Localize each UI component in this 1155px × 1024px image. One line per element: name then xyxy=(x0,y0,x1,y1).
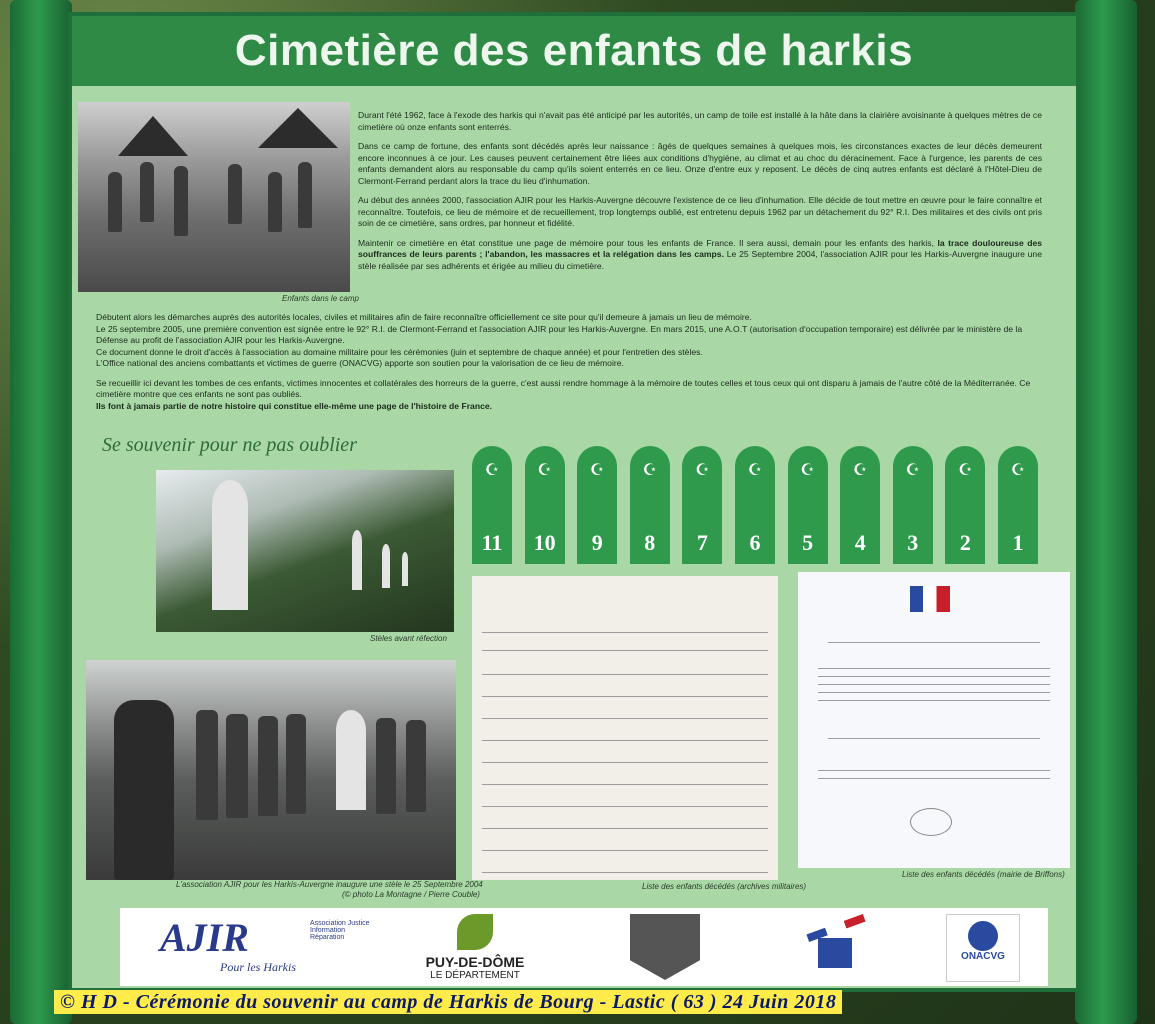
ajir-logo xyxy=(160,914,370,980)
memorial-panel xyxy=(68,12,1080,992)
attendee-figure xyxy=(258,716,278,816)
ajir-subtitle: Association Justice Information Réparation xyxy=(310,920,370,941)
tomb-number: 10 xyxy=(533,530,556,555)
doc-right-caption: Liste des enfants décédés (mairie de Briffons) xyxy=(902,870,1065,879)
line: Le 25 septembre 2005, une première convention est signée entre le 92° R.I. de Clermont-Ferrand et l'association AJIR pour les Harkis-Auvergne. En mars 2015, une A.O.T (autorisation d'occupation temporaire) est délivrée par le ministère de la Défense au profit de l'association AJIR pour les Harkis-Auvergne. xyxy=(96,323,1023,345)
onacvg-name: ONACVG xyxy=(961,951,1005,962)
camp-children-photo xyxy=(78,102,350,292)
tomb-3 xyxy=(893,446,933,564)
crescent-star-icon: ☪ xyxy=(1010,462,1026,479)
crescent-star-icon: ☪ xyxy=(905,462,920,479)
stele-shape xyxy=(336,710,366,810)
crescent-star-icon: ☪ xyxy=(695,462,710,479)
crescent-star-icon: ☪ xyxy=(747,462,763,479)
paragraph-end: Le 25 Septembre 2004, l'association AJIR pour les Harkis-Auvergne inaugure une stèle réalisée par ses adhérents et érigée au milieu du cimetière. xyxy=(358,249,1042,271)
table-line xyxy=(482,650,768,651)
text-line xyxy=(818,778,1050,779)
child-figure xyxy=(174,166,188,236)
child-figure xyxy=(298,162,312,228)
photo-credit-banner: © H D - Cérémonie du souvenir au camp de Harkis de Bourg - Lastic ( 63 ) 24 Juin 2018 xyxy=(54,990,842,1014)
crescent-star-icon: ☪ xyxy=(537,462,552,479)
text-line xyxy=(818,770,1050,771)
paragraph: Au début des années 2000, l'association AJIR pour les Harkis-Auvergne découvre l'existence de ce lieu d'inhumation. Elle décide de tout mettre en œuvre pour le faire connaître et reconnaître. Toutefois, ce lieu de mémoire et de recueillement, trop longtemps oublié, est entretenu depuis 1962 par un détachement du 92° R.I. Des militaires et des civils ont pris soin de ce cimetière, sans ordres, par honneur et fidélité. xyxy=(358,195,1042,228)
paragraph xyxy=(358,238,1042,273)
shield-icon xyxy=(818,938,852,968)
puy-name: PUY-DE-DÔME xyxy=(425,954,525,970)
panel-title: Cimetière des enfants de harkis xyxy=(234,26,914,75)
attendee-figure xyxy=(406,720,426,812)
stamp-icon xyxy=(910,808,952,836)
regiment-logo xyxy=(800,914,870,980)
text-line xyxy=(818,700,1050,701)
text-line xyxy=(818,676,1050,677)
paragraph-start: Maintenir ce cimetière en état constitue une page de mémoire pour tous les enfants de France. Il sera aussi, demain pour les enfants des harkis, xyxy=(358,237,934,248)
military-crest-icon xyxy=(630,914,700,980)
tent-shape xyxy=(118,116,188,156)
text-line xyxy=(828,642,1040,643)
attendee-figure xyxy=(286,714,306,814)
tomb-6 xyxy=(735,446,775,564)
table-line xyxy=(482,784,768,785)
speaker-figure xyxy=(114,700,174,880)
table-line xyxy=(482,740,768,741)
line: L'Office national des anciens combattants et victimes de guerre (ONACVG) apporte son soutien pour la valorisation de ce lieu de mémoire. xyxy=(96,358,624,368)
tomb-number: 7 xyxy=(696,530,708,555)
slogan: Se souvenir pour ne pas oublier xyxy=(102,434,357,456)
stele-shape xyxy=(212,480,248,610)
partner-logos xyxy=(120,908,1048,986)
text-line xyxy=(828,738,1040,739)
ceremony-credit: (© photo La Montagne / Pierre Couble) xyxy=(342,890,480,899)
doc-left-caption: Liste des enfants décédés (archives militaires) xyxy=(642,882,807,891)
tomb-number: 11 xyxy=(481,530,503,555)
crescent-star-icon: ☪ xyxy=(853,462,868,479)
crescent-star-icon: ☪ xyxy=(590,462,605,479)
bold-line: la trace douloureuse des souffrances de leurs parents ; l'abandon, les massacres et la relégation dans les camps. xyxy=(358,237,1043,259)
tomb-5 xyxy=(788,446,828,564)
onacvg-logo xyxy=(946,914,1020,982)
tomb-number: 1 xyxy=(1012,530,1024,555)
ceremony-photo xyxy=(86,660,456,880)
tomb-number: 9 xyxy=(591,530,603,555)
stele-shape xyxy=(352,530,362,590)
stele-photo xyxy=(156,470,454,632)
tomb-4 xyxy=(840,446,880,564)
table-line xyxy=(482,850,768,851)
table-line xyxy=(482,872,768,873)
attendee-figure xyxy=(196,710,218,820)
cornflower-icon xyxy=(968,921,998,951)
tomb-9 xyxy=(577,446,617,564)
military-archive-document xyxy=(472,576,778,880)
tomb-8 xyxy=(630,446,670,564)
tomb-number: 2 xyxy=(959,530,971,555)
text-line xyxy=(818,668,1050,669)
crest-icon xyxy=(910,586,950,612)
paragraph: Dans ce camp de fortune, des enfants sont décédés après leur naissance : âgés de quelques semaines à quelques mois, les circonstances exactes de leur décès demeurent encore inconnues à ce jour. Les causes peuvent certainement être liées aux conditions d'hygiène, au climat et au choc du déracinement. Face à l'urgence, les parents de ces enfants demandent alors au responsable du camp qu'ils soient enterrés en ce lieu. Onze d'entre eux y reposent. Le décès de cinq autres enfants est déclaré à l'Hôtel-Dieu de Clermont-Ferrand perdant alors la trace du lieu d'inhumation. xyxy=(358,141,1042,186)
text-line xyxy=(818,684,1050,685)
crescent-star-icon: ☪ xyxy=(484,462,500,479)
line: Débutent alors les démarches auprès des autorités locales, civiles et militaires afin de faire reconnaître officiellement ce site pour qu'il demeure à jamais un lieu de mémoire. xyxy=(96,312,752,322)
line: Se recueillir ici devant les tombes de ces enfants, victimes innocentes et collatérales des horreurs de la guerre, c'est aussi rendre hommage à la mémoire de toutes celles et tous ceux qui ont disparu à jamais de l'autre côté de la Méditerranée. Ce cimetière montre que ces enfants ne sont pas oubliés. xyxy=(96,377,1031,399)
photo-top-caption: Enfants dans le camp xyxy=(282,294,359,303)
tomb-1 xyxy=(998,446,1038,564)
attendee-figure xyxy=(226,714,248,818)
table-line xyxy=(482,696,768,697)
ceremony-caption: L'association AJIR pour les Harkis-Auvergne inaugure une stèle le 25 Septembre 2004 xyxy=(176,880,483,889)
closing-line: Ils font à jamais partie de notre histoire qui constitue elle-même une page de l'histoire de France. xyxy=(96,400,493,411)
crescent-star-icon: ☪ xyxy=(800,462,815,479)
child-figure xyxy=(268,172,282,232)
tomb-number: 3 xyxy=(907,530,919,555)
child-figure xyxy=(140,162,154,222)
tomb-7 xyxy=(682,446,722,564)
puy-de-dome-logo xyxy=(410,914,540,980)
tomb-number: 6 xyxy=(749,530,761,555)
child-figure xyxy=(108,172,122,232)
stele-shape xyxy=(382,544,390,588)
town-hall-document xyxy=(798,572,1070,868)
ajir-name: AJIR xyxy=(160,915,249,960)
crescent-star-icon: ☪ xyxy=(642,462,657,479)
table-line xyxy=(482,718,768,719)
child-figure xyxy=(228,164,242,224)
tent-shape xyxy=(258,108,338,148)
tomb-number: 8 xyxy=(644,530,656,555)
stele-caption: Stèles avant réfection xyxy=(370,634,447,643)
attendee-figure xyxy=(376,718,396,814)
convention-text xyxy=(96,312,1042,412)
table-line xyxy=(482,674,768,675)
title-bar xyxy=(72,16,1076,86)
tomb-number: 5 xyxy=(802,530,814,555)
left-post xyxy=(10,0,72,1024)
tomb-10 xyxy=(525,446,565,564)
tomb-2 xyxy=(945,446,985,564)
paragraph: Durant l'été 1962, face à l'exode des harkis qui n'avait pas été anticipé par les autorités, un camp de toile est installé à la hâte dans la clairière avoisinante à quelques mètres de ce cimetière où onze enfants sont enterrés. xyxy=(358,110,1042,132)
crescent-star-icon: ☪ xyxy=(958,462,973,479)
table-line xyxy=(482,632,768,633)
table-line xyxy=(482,762,768,763)
line: Ce document donne le droit d'accès à l'association au domaine militaire pour les cérémonies (juin et septembre de chaque année) et pour l'entretien des stèles. xyxy=(96,346,703,357)
ajir-tagline: Pour les Harkis xyxy=(220,960,296,974)
tomb-number: 4 xyxy=(854,530,866,555)
history-text xyxy=(358,110,1042,272)
leaf-icon xyxy=(457,914,493,950)
tomb-11 xyxy=(472,446,512,564)
table-line xyxy=(482,806,768,807)
puy-subtitle: LE DÉPARTEMENT xyxy=(430,970,520,981)
stele-shape xyxy=(402,552,408,586)
right-post xyxy=(1075,0,1137,1024)
text-line xyxy=(818,692,1050,693)
table-line xyxy=(482,828,768,829)
